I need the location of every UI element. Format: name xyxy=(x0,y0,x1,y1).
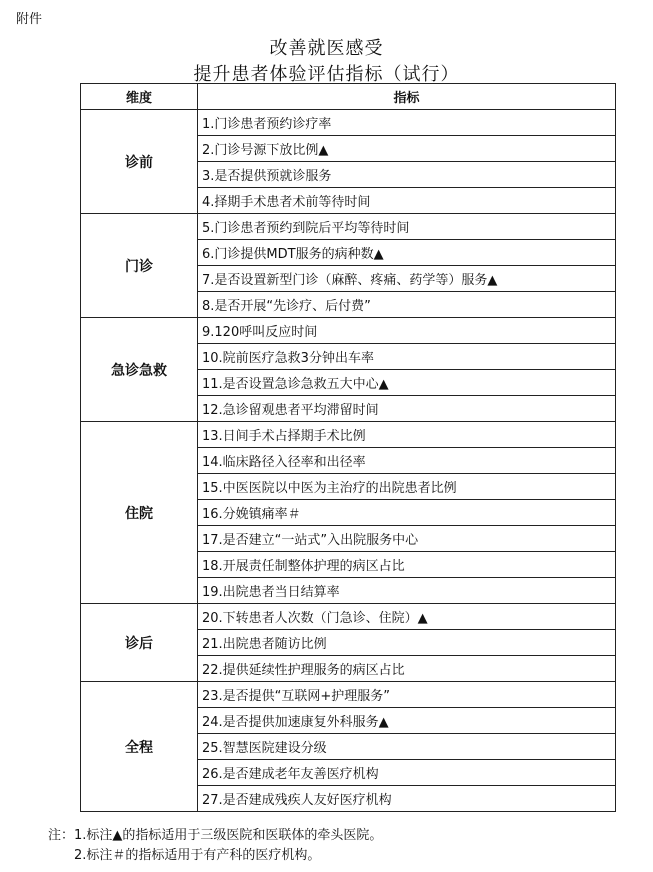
indicator-cell: 18.开展责任制整体护理的病区占比 xyxy=(198,552,616,578)
document-title-line1: 改善就医感受 xyxy=(269,38,384,59)
notes-label: 注： xyxy=(48,828,75,843)
column-header-dimension: 维度 xyxy=(81,84,198,110)
indicator-cell: 15.中医医院以中医为主治疗的出院患者比例 xyxy=(198,474,616,500)
table-row xyxy=(81,422,616,448)
attachment-label: 附件 xyxy=(16,12,43,27)
indicator-table xyxy=(80,83,616,812)
indicator-cell: 8.是否开展“先诊疗、后付费” xyxy=(198,292,616,318)
indicator-cell: 12.急诊留观患者平均滞留时间 xyxy=(198,396,616,422)
indicator-cell: 2.门诊号源下放比例▲ xyxy=(198,136,616,162)
table-row xyxy=(81,682,616,708)
indicator-cell: 19.出院患者当日结算率 xyxy=(198,578,616,604)
indicator-cell: 4.择期手术患者术前等待时间 xyxy=(198,188,616,214)
indicator-cell: 23.是否提供“互联网+护理服务” xyxy=(198,682,616,708)
dimension-cell: 门诊 xyxy=(81,214,198,318)
indicator-cell: 26.是否建成老年友善医疗机构 xyxy=(198,760,616,786)
indicator-cell: 7.是否设置新型门诊（麻醉、疼痛、药学等）服务▲ xyxy=(198,266,616,292)
dimension-cell: 诊后 xyxy=(81,604,198,682)
table-row xyxy=(81,214,616,240)
indicator-cell: 20.下转患者人次数（门急诊、住院）▲ xyxy=(198,604,616,630)
indicator-cell: 13.日间手术占择期手术比例 xyxy=(198,422,616,448)
note-item: 1.标注▲的指标适用于三级医院和医联体的牵头医院。 xyxy=(74,828,383,843)
table-row xyxy=(81,318,616,344)
indicator-cell: 16.分娩镇痛率＃ xyxy=(198,500,616,526)
indicator-cell: 25.智慧医院建设分级 xyxy=(198,734,616,760)
dimension-cell: 住院 xyxy=(81,422,198,604)
note-item: 2.标注＃的指标适用于有产科的医疗机构。 xyxy=(74,848,321,863)
notes-section xyxy=(48,826,382,866)
indicator-cell: 22.提供延续性护理服务的病区占比 xyxy=(198,656,616,682)
dimension-cell: 急诊急救 xyxy=(81,318,198,422)
indicator-cell: 10.院前医疗急救3分钟出车率 xyxy=(198,344,616,370)
table-header-row xyxy=(81,84,616,110)
indicator-cell: 9.120呼叫反应时间 xyxy=(198,318,616,344)
table-row xyxy=(81,110,616,136)
indicator-cell: 21.出院患者随访比例 xyxy=(198,630,616,656)
table-row xyxy=(81,604,616,630)
indicator-cell: 11.是否设置急诊急救五大中心▲ xyxy=(198,370,616,396)
table-body xyxy=(81,110,616,812)
indicator-cell: 27.是否建成残疾人友好医疗机构 xyxy=(198,786,616,812)
indicator-cell: 1.门诊患者预约诊疗率 xyxy=(198,110,616,136)
indicator-cell: 6.门诊提供MDT服务的病种数▲ xyxy=(198,240,616,266)
indicator-cell: 5.门诊患者预约到院后平均等待时间 xyxy=(198,214,616,240)
indicator-cell: 24.是否提供加速康复外科服务▲ xyxy=(198,708,616,734)
indicator-cell: 14.临床路径入径率和出径率 xyxy=(198,448,616,474)
indicator-cell: 3.是否提供预就诊服务 xyxy=(198,162,616,188)
dimension-cell: 诊前 xyxy=(81,110,198,214)
indicator-cell: 17.是否建立“一站式”入出院服务中心 xyxy=(198,526,616,552)
document-title-line2: 提升患者体验评估指标（试行） xyxy=(193,64,460,85)
dimension-cell: 全程 xyxy=(81,682,198,812)
column-header-indicator: 指标 xyxy=(198,84,616,110)
